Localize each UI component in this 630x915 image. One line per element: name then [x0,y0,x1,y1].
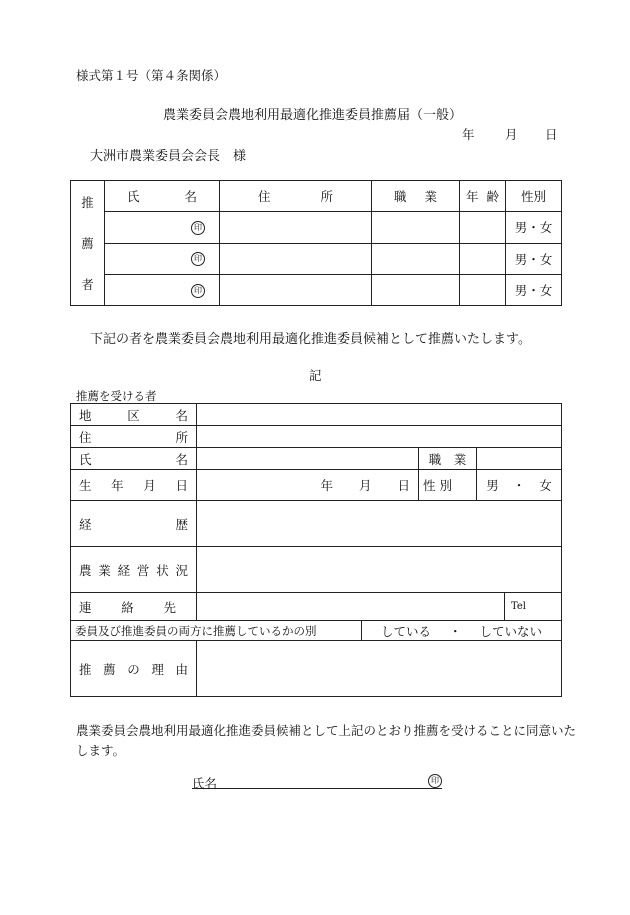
consent-text-line1: 農業委員会農地利用最適化推進委員候補として上記のとおり推薦を受けることに同意いた [76,723,577,738]
recommender-row [71,212,562,243]
candidate-table [70,403,562,697]
address-value[interactable] [197,426,562,448]
district-label: 地 区 名 [71,404,197,426]
signature-line[interactable] [192,788,442,789]
contact-label: 連 絡 先 [71,593,197,621]
farm-status-value[interactable] [197,547,562,593]
name-cell[interactable] [105,212,220,243]
recommender-side-label: 推 薦 者 [71,181,105,306]
birth-label: 生 年 月 日 [71,470,197,501]
header-sex: 性別 [506,181,562,212]
address-cell[interactable] [220,274,372,305]
name-cell[interactable] [105,243,220,274]
sex-cell[interactable]: 男・女 [506,243,562,274]
date-month: 月 [505,127,518,142]
both-options[interactable]: している ・ していない [362,621,562,641]
recommendation-statement: 下記の者を農業委員会農地利用最適化推進委員候補として推薦いたします。 [90,332,531,347]
candidate-section-label: 推薦を受ける者 [76,389,157,403]
sex-value[interactable]: 男 ・ 女 [477,470,562,501]
contact-value[interactable] [197,593,505,621]
history-label: 経 歴 [71,501,197,547]
header-age: 年 齢 [460,181,506,212]
form-number: 様式第１号（第４条関係） [76,68,227,83]
recommender-row [71,243,562,274]
age-cell[interactable] [460,243,506,274]
sex-cell[interactable]: 男・女 [506,212,562,243]
header-name: 氏 名 [105,181,220,212]
date-year: 年 [462,127,475,142]
date-day: 日 [545,127,558,142]
history-value[interactable] [197,501,562,547]
address-cell[interactable] [220,243,372,274]
sex-label: 性 別 [419,470,477,501]
ki-heading: 記 [309,368,322,383]
consent-text-line2: します。 [76,743,126,758]
job-cell[interactable] [372,212,460,243]
job-cell[interactable] [372,274,460,305]
option-yes[interactable]: している [381,623,432,639]
address-cell[interactable] [220,212,372,243]
recommender-row [71,274,562,305]
name-label: 氏 名 [71,448,197,470]
header-job: 職 業 [372,181,460,212]
seal-icon: 印 [191,252,205,266]
birth-value[interactable]: 年 月 日 [197,470,419,501]
seal-icon: 印 [191,284,205,298]
age-cell[interactable] [460,212,506,243]
name-value[interactable] [197,448,419,470]
addressee: 大洲市農業委員会会長 様 [90,149,247,164]
reason-value[interactable] [197,641,562,697]
both-label: 委員及び推進委員の両方に推薦しているかの別 [71,621,362,641]
job-cell[interactable] [372,243,460,274]
job-value[interactable] [477,448,562,470]
age-cell[interactable] [460,274,506,305]
option-no[interactable]: していない [479,623,543,639]
recommender-table [70,180,562,306]
address-label: 住 所 [71,426,197,448]
district-value[interactable] [197,404,562,426]
signature-seal-icon: 印 [428,774,442,788]
signature-name-label: 氏名 [192,776,218,791]
tel-label[interactable]: Tel [505,593,562,621]
farm-status-label: 農 業 経 営 状 況 [71,547,197,593]
job-label: 職 業 [419,448,477,470]
header-address: 住 所 [220,181,372,212]
name-cell[interactable] [105,274,220,305]
reason-label: 推 薦 の 理 由 [71,641,197,697]
seal-icon: 印 [191,221,205,235]
form-title: 農業委員会農地利用最適化推進委員推薦届（一般） [163,108,463,123]
sex-cell[interactable]: 男・女 [506,274,562,305]
